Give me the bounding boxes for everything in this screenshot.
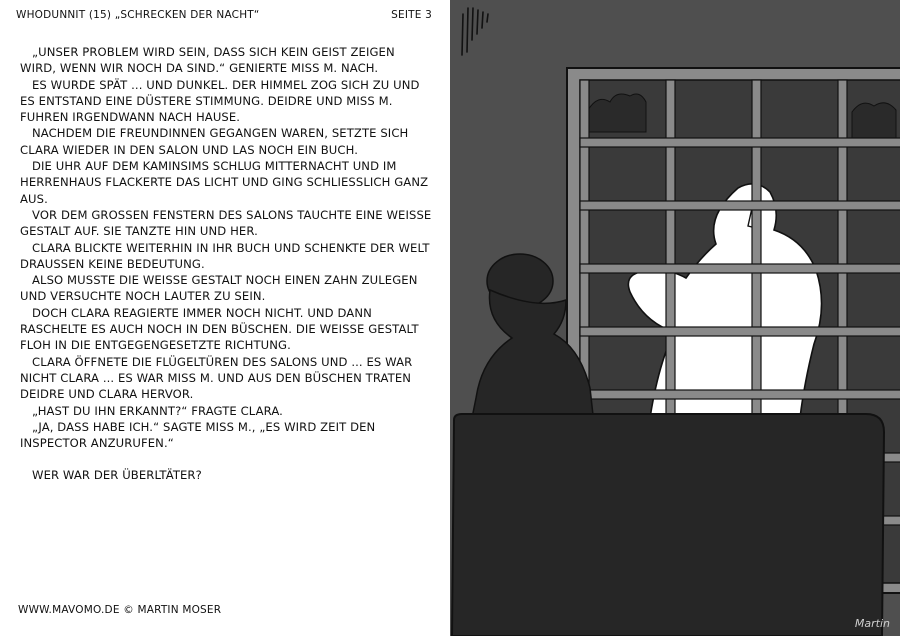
story-text <box>20 44 432 484</box>
paragraph: VOR DEM GROSSEN FENSTERN DES SALONS TAUCHTE EINE WEISSE GESTALT AUF. SIE TANZTE HIN UND HER. <box>20 207 432 239</box>
paragraph: DIE UHR AUF DEM KAMINSIMS SCHLUG MITTERNACHT UND IM HERRENHAUS FLACKERTE DAS LICHT UND GING SCHLIESSLICH GANZ AUS. <box>20 159 429 206</box>
night-window-scene <box>450 0 900 636</box>
paragraph: „JA, DASS HABE ICH.“ SAGTE MISS M., „ES WIRD ZEIT DEN INSPECTOR ANZURUFEN.“ <box>20 419 376 451</box>
paragraph: „UNSER PROBLEM WIRD SEIN, DASS SICH KEIN GEIST ZEIGEN WIRD, WENN WIR NOCH DA SIND.“ GENIERTE MISS M. NACH. <box>20 45 395 76</box>
paragraph: „HAST DU IHN ERKANNT?“ FRAGTE CLARA. <box>32 403 283 418</box>
armchair <box>452 414 884 636</box>
paragraph: CLARA BLICKTE WEITERHIN IN IHR BUCH UND SCHENKTE DER WELT DRAUSSEN KEINE BEDEUTUNG. <box>20 240 430 271</box>
comic-illustration <box>450 0 900 636</box>
paragraph: ES WURDE SPÄT ... UND DUNKEL. DER HIMMEL ZOG SICH ZU UND ES ENTSTAND EINE DÜSTERE STIMMUNG. DEIDRE UND MISS M. FUHREN IRGENDWANN NACH HAUSE. <box>20 77 420 125</box>
paragraph: CLARA ÖFFNETE DIE FLÜGELTÜREN DES SALONS UND ... ES WAR NICHT CLARA ... ES WAR MISS M. UND AUS DEN BÜSCHEN TRATEN DEIDRE UND CLARA HERVOR. <box>20 354 413 402</box>
page-number: SEITE 3 <box>391 9 432 21</box>
comic-title: WHODUNNIT (15) „SCHRECKEN DER NACHT“ <box>16 9 260 21</box>
paragraph: NACHDEM DIE FREUNDINNEN GEGANGEN WAREN, SETZTE SICH CLARA WIEDER IN DEN SALON UND LAS NOCH EIN BUCH. <box>20 126 409 157</box>
paragraph: ALSO MUSSTE DIE WEISSE GESTALT NOCH EINEN ZAHN ZULEGEN UND VERSUCHTE NOCH LAUTER ZU SEIN. <box>20 273 418 304</box>
page-header <box>16 9 432 21</box>
artist-signature: Martin <box>854 617 890 630</box>
footer-credit: WWW.MAVOMO.DE © MARTIN MOSER <box>18 604 222 616</box>
paragraph: DOCH CLARA REAGIERTE IMMER NOCH NICHT. UND DANN RASCHELTE ES AUCH NOCH IN DEN BÜSCHEN. DIE WEISSE GESTALT FLOH IN DIE ENTGEGENGESETZTE RICHTUNG. <box>20 305 419 353</box>
riddle-question: WER WAR DER ÜBERLTÄTER? <box>32 468 202 483</box>
